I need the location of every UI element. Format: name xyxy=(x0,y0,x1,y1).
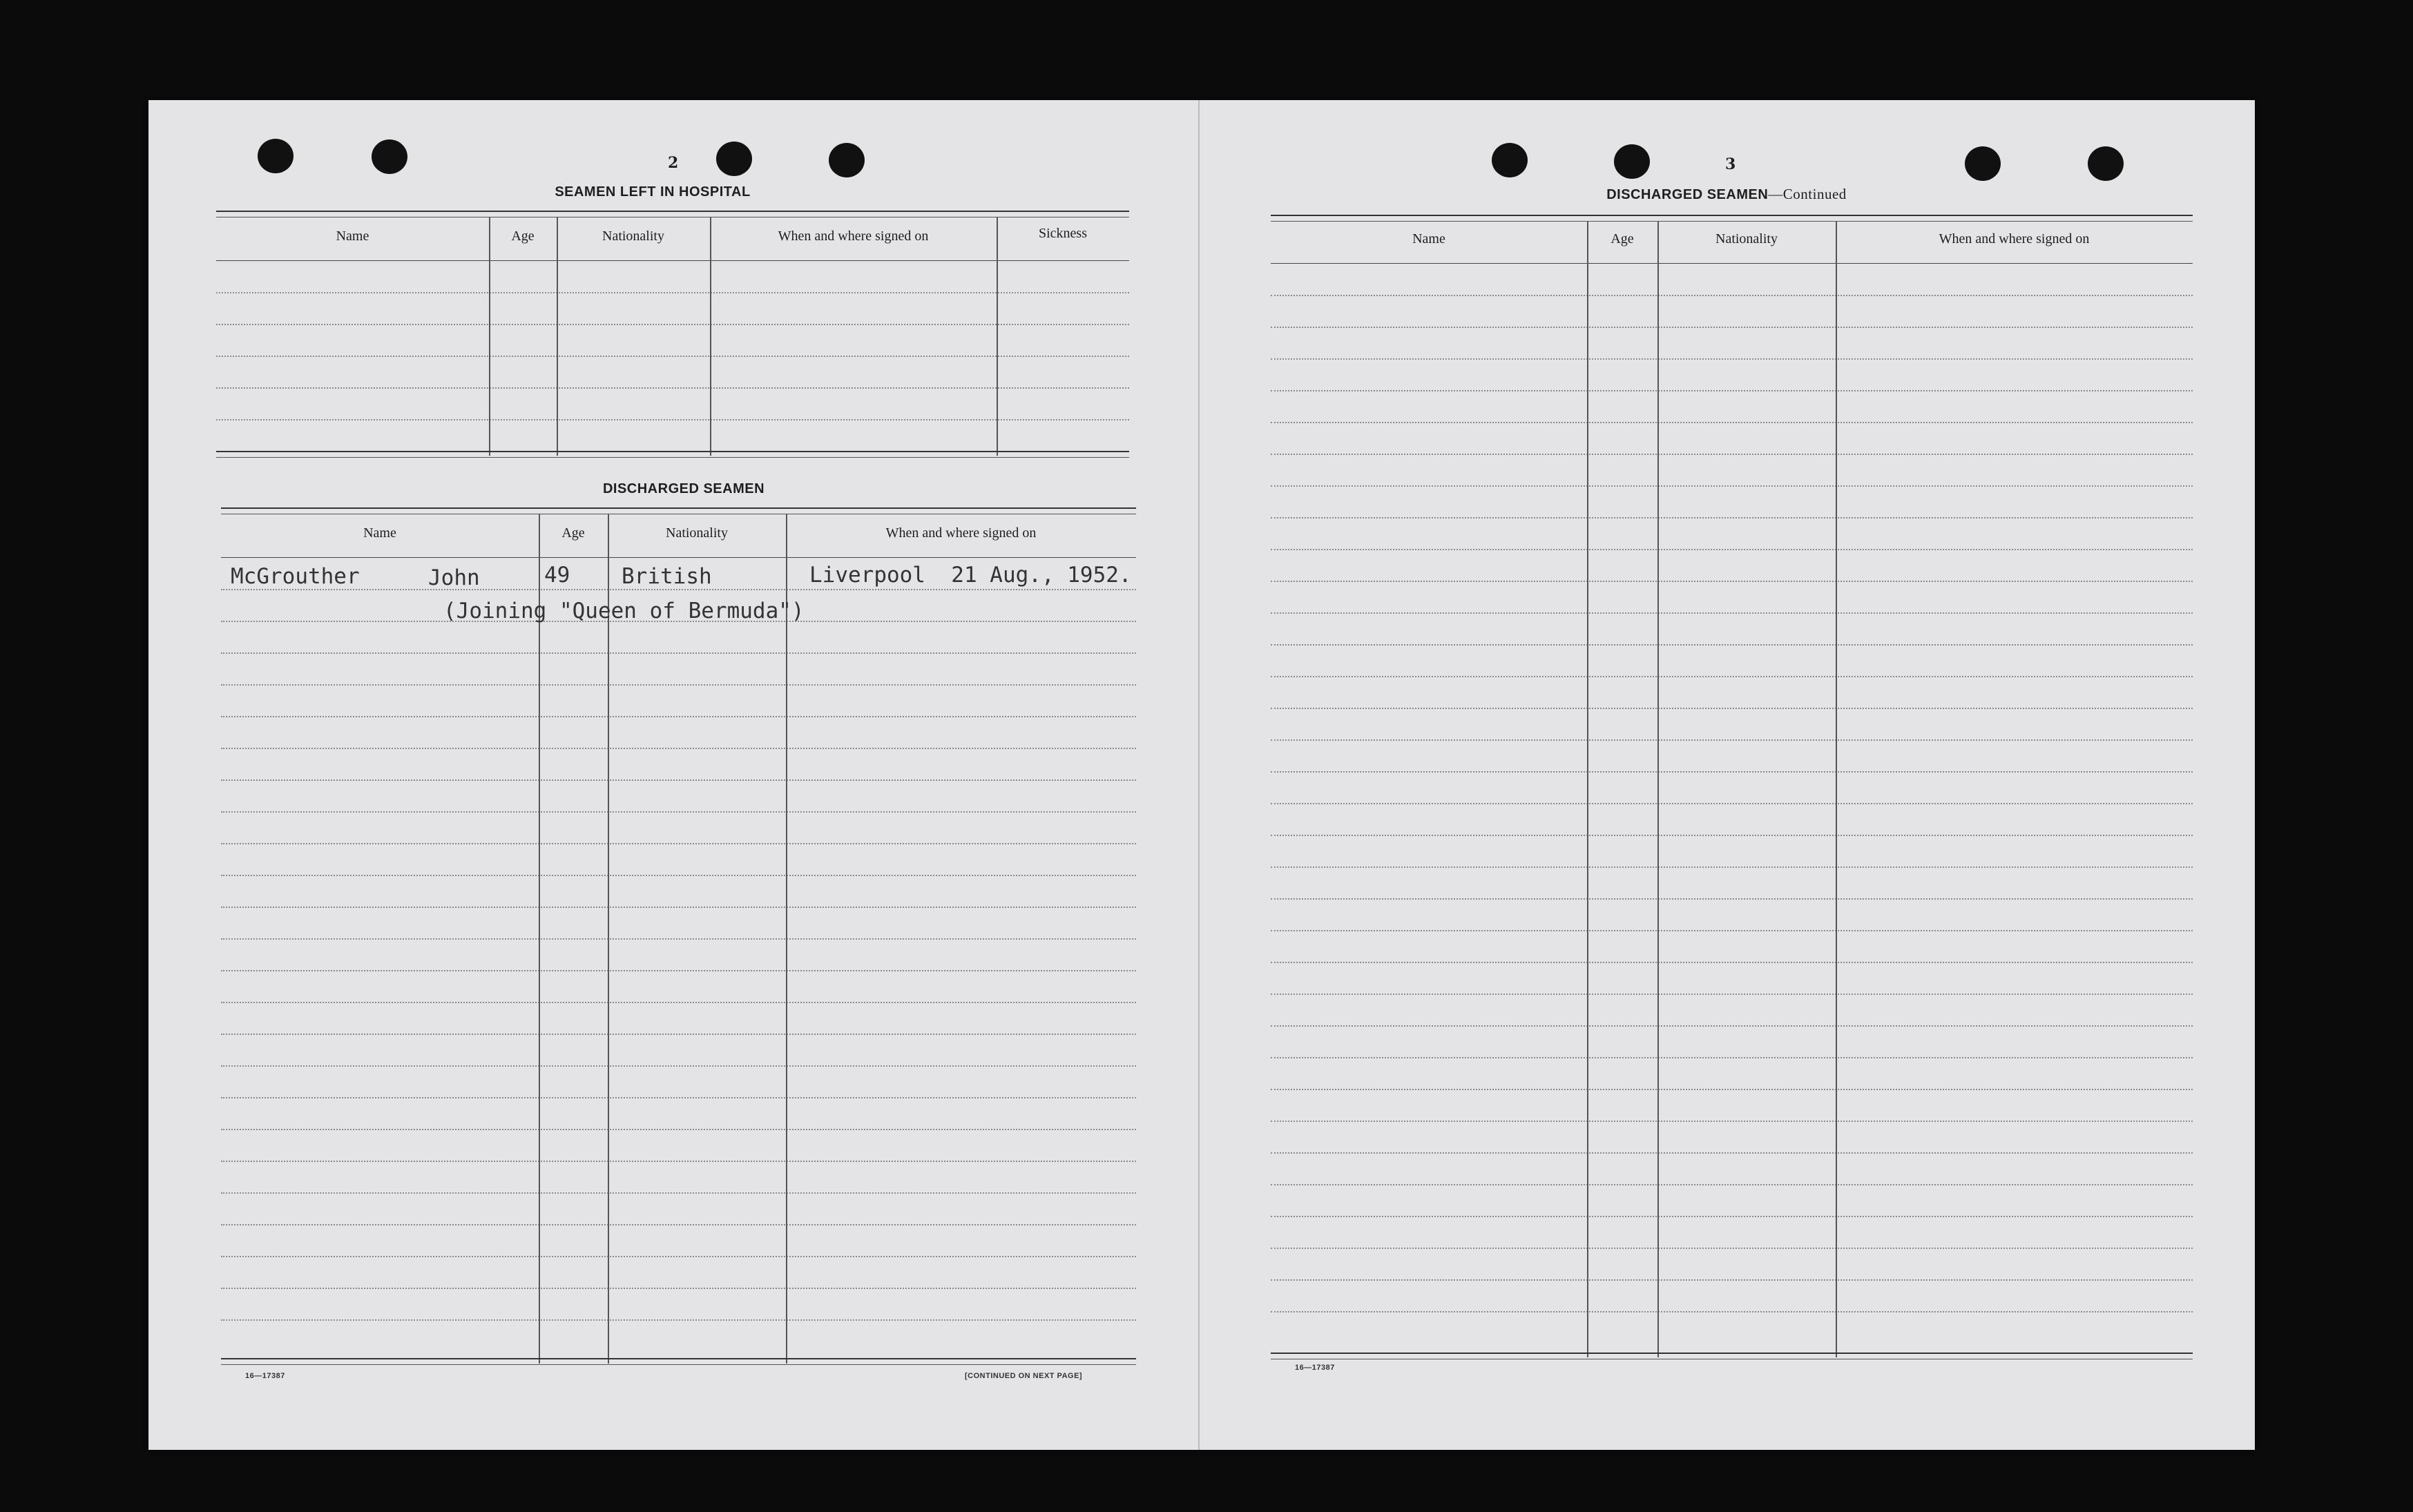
col-header-age: Age xyxy=(1611,231,1634,246)
col-header-signed-on: When and where signed on xyxy=(1939,231,2090,246)
punch-hole xyxy=(716,142,752,176)
col-header-signed-on: When and where signed on xyxy=(778,229,929,244)
col-header-age: Age xyxy=(511,229,535,244)
punch-hole xyxy=(2088,146,2124,181)
col-header-name: Name xyxy=(363,525,396,541)
col-header-nationality: Nationality xyxy=(666,525,728,541)
punch-hole xyxy=(1614,144,1650,179)
page-fold xyxy=(1198,100,1200,1450)
punch-hole xyxy=(1492,143,1528,177)
form-number-right: 16—17387 xyxy=(1295,1364,1335,1372)
punch-hole xyxy=(372,139,407,174)
punch-hole xyxy=(258,139,294,173)
page-number-right: 3 xyxy=(1725,155,1736,173)
punch-hole xyxy=(829,143,865,177)
discharged-continued-title xyxy=(1530,186,1923,203)
col-header-nationality: Nationality xyxy=(602,229,664,244)
entry-note: (Joining "Queen of Bermuda") xyxy=(443,599,805,623)
entry-nationality: British xyxy=(622,564,712,589)
title-suffix: —Continued xyxy=(1768,186,1847,202)
entry-age: 49 xyxy=(544,563,570,588)
page-number-left: 2 xyxy=(668,154,679,172)
entry-given-name: John xyxy=(428,565,480,590)
entry-signed-on: Liverpool 21 Aug., 1952. xyxy=(809,563,1132,588)
discharged-section-title: DISCHARGED SEAMEN xyxy=(602,481,765,496)
col-header-sickness: Sickness xyxy=(1039,226,1087,241)
title-main: DISCHARGED SEAMEN xyxy=(1606,187,1769,202)
col-header-name: Name xyxy=(1412,231,1445,246)
col-header-signed-on: When and where signed on xyxy=(885,525,1037,541)
col-header-name: Name xyxy=(336,229,369,244)
col-header-nationality: Nationality xyxy=(1715,231,1778,246)
continued-note: [CONTINUED ON NEXT PAGE] xyxy=(965,1372,1083,1380)
document-sheet xyxy=(148,100,2255,1450)
col-header-age: Age xyxy=(561,525,585,541)
discharged-table-right xyxy=(1271,215,2193,1375)
hospital-section-title: SEAMEN LEFT IN HOSPITAL xyxy=(555,184,751,200)
punch-hole xyxy=(1965,146,2001,181)
form-number-left: 16—17387 xyxy=(245,1372,285,1380)
entry-surname: McGrouther xyxy=(231,564,360,589)
discharged-table-left xyxy=(221,507,1136,1370)
